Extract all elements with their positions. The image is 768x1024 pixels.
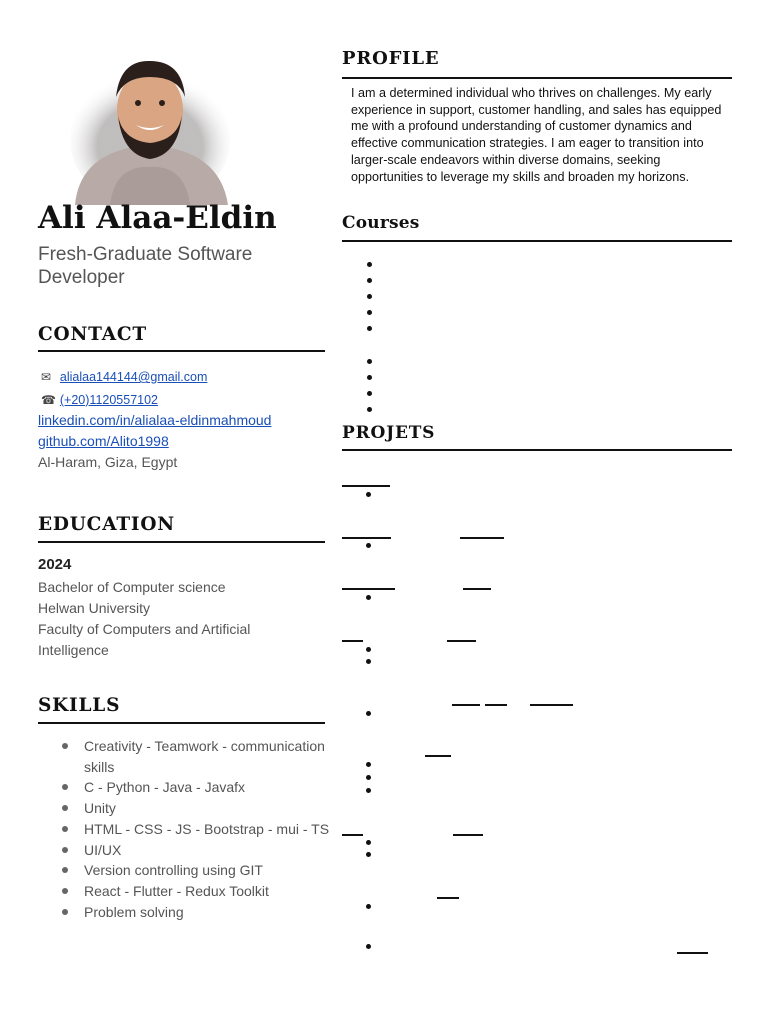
bullet-icon	[62, 867, 68, 873]
project-bullet	[366, 944, 371, 949]
project-link-underline[interactable]	[677, 952, 708, 954]
skill-item	[38, 840, 338, 861]
bullet-icon	[62, 909, 68, 915]
courses-divider	[342, 240, 732, 242]
project-link-underline[interactable]	[342, 537, 391, 539]
course-bullet	[367, 407, 372, 412]
bullet-icon	[62, 805, 68, 811]
project-link-underline[interactable]	[342, 485, 390, 487]
name-heading: Ali Alaa-Eldin	[38, 200, 277, 236]
skill-label: Problem solving	[84, 903, 184, 920]
profile-paragraph: I am a determined individual who thrives on challenges. My early experience in support, customer handling, and sales has equipped me with a profound understanding of customer dynamics and effective communication strategies. I am eager to transition into larger-scale endeavors within diverse domains, seeking opportunities to leverage my skills and broaden my horizons.	[351, 86, 722, 184]
skills-list	[38, 736, 338, 922]
project-link-underline[interactable]	[342, 640, 363, 642]
profile-divider	[342, 77, 732, 79]
project-bullet	[366, 543, 371, 548]
course-bullet	[367, 326, 372, 331]
project-link-underline[interactable]	[437, 897, 459, 899]
project-bullet	[366, 711, 371, 716]
projects-heading: PROJETS	[342, 423, 436, 443]
email-row	[38, 368, 207, 384]
skill-label: Creativity - Teamwork - communication skills	[84, 738, 325, 775]
project-link-underline[interactable]	[425, 755, 451, 757]
course-bullet	[367, 262, 372, 267]
project-bullet	[366, 762, 371, 767]
linkedin-link[interactable]: linkedin.com/in/alialaa-eldinmahmoud	[38, 412, 272, 428]
course-bullet	[367, 278, 372, 283]
course-bullet	[367, 359, 372, 364]
project-bullet	[366, 595, 371, 600]
phone-link[interactable]: (+20)1120557102	[59, 393, 159, 407]
project-bullet	[366, 840, 371, 845]
contact-heading: CONTACT	[38, 324, 147, 345]
profile-photo	[70, 55, 230, 205]
project-link-underline[interactable]	[460, 537, 504, 539]
project-bullet	[366, 852, 371, 857]
project-bullet	[366, 647, 371, 652]
bullet-icon	[62, 826, 68, 832]
education-year: 2024	[38, 556, 72, 573]
course-bullet	[367, 375, 372, 380]
project-link-underline[interactable]	[342, 834, 363, 836]
email-link[interactable]: alialaa144144@gmail.com	[59, 370, 208, 384]
skill-item	[38, 798, 338, 819]
phone-icon: ☎	[41, 393, 56, 407]
project-bullet	[366, 659, 371, 664]
education-faculty: Faculty of Computers and Artificial Intelligence	[38, 621, 251, 658]
skills-heading: SKILLS	[38, 695, 121, 716]
github-row	[38, 433, 169, 449]
skill-label: Unity	[84, 800, 116, 817]
skill-label: Version controlling using GIT	[84, 862, 263, 879]
project-link-underline[interactable]	[463, 588, 491, 590]
skill-item	[38, 860, 338, 881]
address-text: Al-Haram, Giza, Egypt	[38, 454, 178, 470]
skill-item	[38, 736, 338, 777]
skill-item	[38, 902, 338, 923]
education-degree: Bachelor of Computer science	[38, 579, 226, 595]
profile-heading: PROFILE	[342, 48, 440, 69]
education-university: Helwan University	[38, 600, 151, 616]
education-divider	[38, 541, 325, 543]
project-link-underline[interactable]	[342, 588, 395, 590]
envelope-icon: ✉	[41, 370, 52, 384]
skills-divider	[38, 722, 325, 724]
courses-heading: Courses	[342, 213, 420, 233]
course-bullet	[367, 294, 372, 299]
skill-label: UI/UX	[84, 841, 122, 858]
bullet-icon	[62, 743, 68, 749]
skill-item	[38, 819, 338, 840]
skill-label: HTML - CSS - JS - Bootstrap - mui - TS	[84, 820, 330, 837]
job-title: Fresh-Graduate Software Developer	[38, 244, 253, 288]
bullet-icon	[62, 888, 68, 894]
skill-item	[38, 881, 338, 902]
project-link-underline[interactable]	[452, 704, 480, 706]
course-bullet	[367, 391, 372, 396]
course-bullet	[367, 310, 372, 315]
project-link-underline[interactable]	[453, 834, 483, 836]
project-bullet	[366, 492, 371, 497]
project-link-underline[interactable]	[485, 704, 507, 706]
linkedin-row	[38, 412, 271, 428]
github-link[interactable]: github.com/Alito1998	[38, 433, 169, 449]
skill-label: C - Python - Java - Javafx	[84, 779, 246, 796]
bullet-icon	[62, 784, 68, 790]
projects-divider	[342, 449, 732, 451]
skill-label: React - Flutter - Redux Toolkit	[84, 882, 269, 899]
education-heading: EDUCATION	[38, 514, 175, 535]
bullet-icon	[62, 847, 68, 853]
project-link-underline[interactable]	[530, 704, 573, 706]
project-link-underline[interactable]	[447, 640, 476, 642]
project-bullet	[366, 788, 371, 793]
skill-item	[38, 777, 338, 798]
contact-divider	[38, 350, 325, 352]
phone-row	[38, 391, 158, 407]
project-bullet	[366, 904, 371, 909]
project-bullet	[366, 775, 371, 780]
